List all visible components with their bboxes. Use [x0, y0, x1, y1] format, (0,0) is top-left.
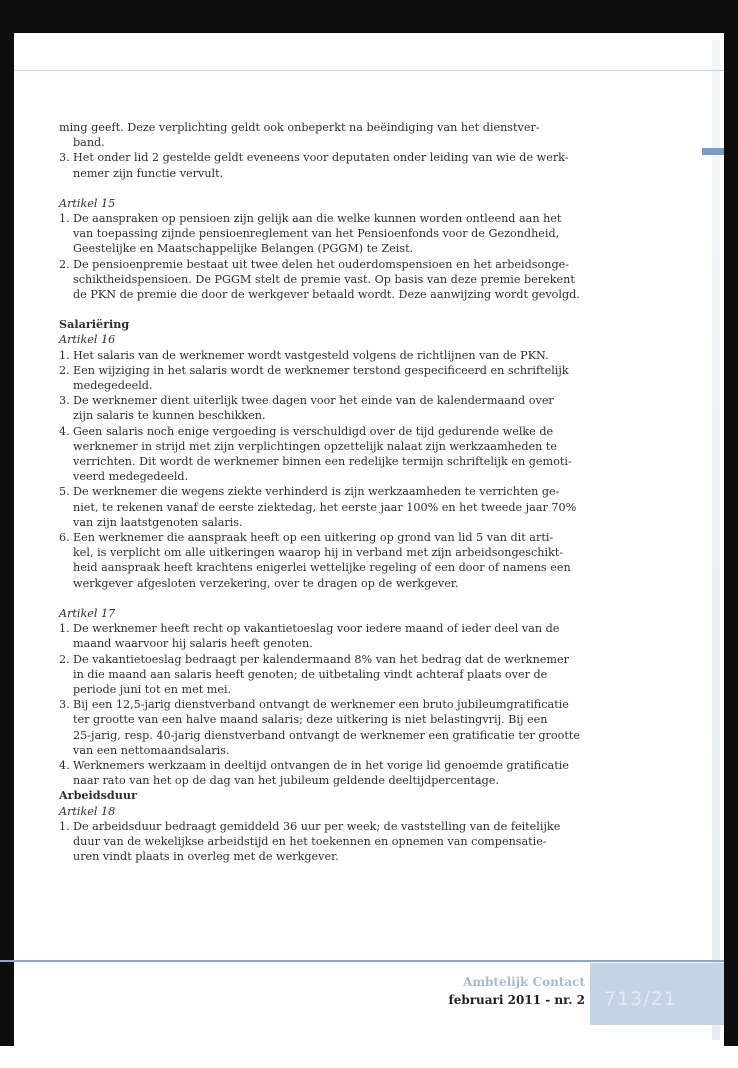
item-number: 1. [59, 622, 70, 636]
item-number: 1. [59, 348, 70, 362]
item-number: 1. [59, 212, 70, 226]
item-line: Het salaris van de werknemer wordt vastgesteld volgens de richtlijnen van de PKN. [73, 348, 549, 362]
list-item [59, 530, 589, 591]
article-17-list [59, 621, 589, 788]
list-item [59, 424, 589, 485]
item-line: werkgever afgesloten verzekering, over te dragen op de werkgever. [73, 576, 459, 590]
list-item [59, 363, 589, 393]
scan-border-top [0, 0, 738, 33]
item-line: Werknemers werkzaam in deeltijd ontvangen de in het vorige lid genoemde gratificatie [73, 758, 569, 772]
item-line: De werknemer die wegens ziekte verhinderd is zijn werkzaamheden te verrichten ge- [73, 485, 560, 499]
item-line: Een wijziging in het salaris wordt de werknemer terstond gespecificeerd en schriftelijk [73, 363, 569, 377]
article-16-list [59, 348, 589, 591]
item-number: 5. [59, 485, 70, 499]
item-line: De arbeidsduur bedraagt gemiddeld 36 uur per week; de vaststelling van de feitelijke [73, 819, 561, 833]
item-line: niet, te rekenen vanaf de eerste ziektedag, het eerste jaar 100% en het tweede jaar 70% [73, 500, 577, 514]
item-line: De werknemer heeft recht op vakantietoeslag voor iedere maand of ieder deel van de [73, 622, 560, 636]
footer-rule [0, 960, 724, 962]
list-item [59, 484, 589, 530]
page-edge-strip [712, 40, 720, 1040]
article-title: Artikel 15 [59, 196, 116, 210]
article-title: Artikel 18 [59, 804, 116, 818]
section-heading: Arbeidsduur [59, 788, 137, 803]
list-item [59, 150, 589, 180]
item-line: periode juni tot en met mei. [73, 682, 232, 696]
page-number: 713/21 [604, 988, 677, 1010]
list-item [59, 393, 589, 423]
item-line: De pensioenpremie bestaat uit twee delen het ouderdomspensioen en het arbeidsonge- [73, 257, 570, 271]
list-item [59, 697, 589, 758]
item-number: 2. [59, 363, 70, 377]
item-number: 4. [59, 424, 70, 438]
item-line: De werknemer dient uiterlijk twee dagen voor het einde van de kalendermaand over [73, 394, 554, 408]
item-line: schiktheidspensioen. De PGGM stelt de premie vast. Op basis van deze premie berekent [73, 272, 575, 286]
list-item [59, 257, 589, 303]
item-line: naar rato van het op de dag van het jubileum geldende deeltijdpercentage. [73, 774, 499, 788]
item-line: Geestelijke en Maatschappelijke Belangen (PGGM) te Zeist. [73, 242, 414, 256]
scan-margin-bottom [0, 1046, 738, 1068]
item-line: nemer zijn functie vervult. [73, 166, 224, 180]
item-number: 3. [59, 394, 70, 408]
list-item [59, 348, 589, 363]
item-line: van zijn laatstgenoten salaris. [73, 515, 243, 529]
item-line: ter grootte van een halve maand salaris; deze uitkering is niet belastingvrij. Bij een [73, 713, 548, 727]
scan-border-right [724, 0, 738, 1068]
item-line: uren vindt plaats in overleg met de werkgever. [73, 850, 339, 864]
article-15-list [59, 211, 589, 302]
item-line: van een nettomaandsalaris. [73, 743, 230, 757]
list-item [59, 211, 589, 257]
issue-date: februari 2011 - nr. 2 [448, 993, 585, 1007]
item-line: De aanspraken op pensioen zijn gelijk aan die welke kunnen worden ontleend aan het [73, 212, 562, 226]
item-line: maand waarvoor hij salaris heeft genoten. [73, 637, 313, 651]
item-line: in die maand aan salaris heeft genoten; de uitbetaling vindt achteraf plaats over de [73, 667, 548, 681]
item-line: werknemer in strijd met zijn verplichtingen opzettelijk nalaat zijn werkzaamheden te [73, 439, 558, 453]
article-18-list [59, 819, 589, 865]
item-number: 6. [59, 531, 70, 545]
item-number: 2. [59, 257, 70, 271]
list-item [59, 819, 589, 865]
item-number: 1. [59, 819, 70, 833]
item-line: duur van de wekelijkse arbeidstijd en het toekennen en opnemen van compensatie- [73, 834, 547, 848]
item-number: 3. [59, 151, 70, 165]
list-item [59, 621, 589, 651]
item-number: 4. [59, 758, 70, 772]
list-item [59, 758, 589, 788]
item-number: 3. [59, 698, 70, 712]
item-line: kel, is verplicht om alle uitkeringen waarop hij in verband met zijn arbeidsongeschikt- [73, 546, 564, 560]
publication-name: Ambtelijk Contact [463, 975, 585, 989]
item-line: Bij een 12,5-jarig dienstverband ontvangt de werknemer een bruto jubileumgratificatie [73, 698, 569, 712]
item-line: zijn salaris te kunnen beschikken. [73, 409, 266, 423]
continuation-line: ming geeft. Deze verplichting geldt ook onbeperkt na beëindiging van het dienstver- [59, 121, 540, 134]
item-line: medegedeeld. [73, 379, 153, 393]
item-line: veerd medegedeeld. [73, 470, 189, 484]
item-line: heid aanspraak heeft krachtens enigerlei wettelijke regeling of een door of namens een [73, 561, 571, 575]
item-line: van toepassing zijnde pensioenreglement van het Pensioenfonds voor de Gezondheid, [73, 227, 560, 241]
document-body [59, 120, 589, 864]
item-line: 25-jarig, resp. 40-jarig dienstverband ontvangt de werknemer een gratificatie ter grootte [73, 728, 580, 742]
item-line: de PKN de premie die door de werkgever betaald wordt. Deze aanwijzing wordt gevolgd. [73, 288, 580, 302]
margin-tab-marker [702, 148, 724, 155]
item-line: Een werknemer die aanspraak heeft op een uitkering op grond van lid 5 van dit arti- [73, 531, 554, 545]
article-title: Artikel 17 [59, 606, 116, 620]
section-heading: Salariëring [59, 317, 130, 332]
item-line: De vakantietoeslag bedraagt per kalendermaand 8% van het bedrag dat de werknemer [73, 652, 569, 666]
item-line: verrichten. Dit wordt de werknemer binnen een redelijke termijn schriftelijk en gemoti- [73, 455, 572, 469]
header-rule [14, 70, 724, 71]
article-title: Artikel 16 [59, 333, 116, 347]
list-item [59, 652, 589, 698]
scan-border-left [0, 0, 14, 1068]
item-number: 2. [59, 652, 70, 666]
item-line: Geen salaris noch enige vergoeding is verschuldigd over de tijd gedurende welke de [73, 424, 554, 438]
item-line: Het onder lid 2 gestelde geldt eveneens voor deputaten onder leiding van wie de werk- [73, 151, 569, 165]
continuation-line: band. [73, 136, 105, 150]
